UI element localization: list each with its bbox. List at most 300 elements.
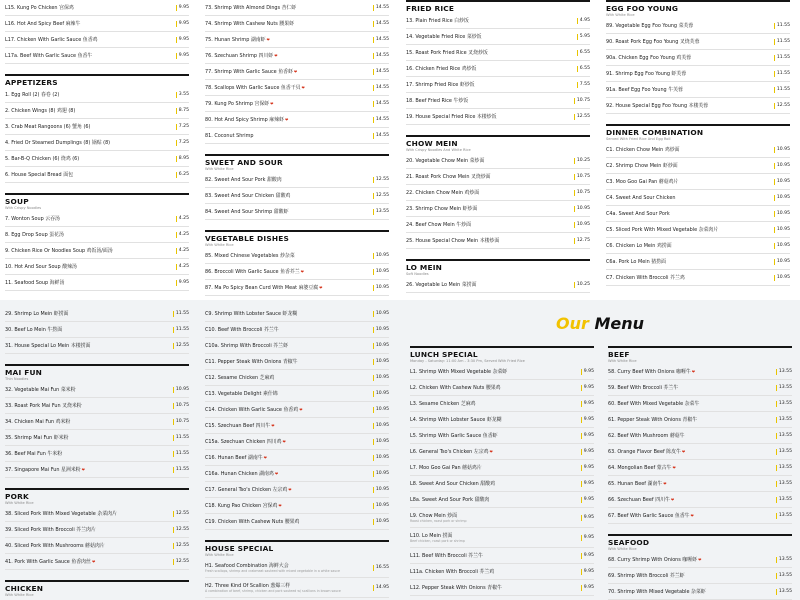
- menu-item-main: [410, 513, 467, 523]
- menu-item[interactable]: [410, 380, 594, 396]
- menu-item-main: [205, 285, 323, 291]
- section-header: [606, 124, 790, 142]
- menu-item-main: [5, 327, 62, 333]
- menu-item-name: 85. Mixed Chinese Vegetables 炒杂菜: [205, 253, 295, 259]
- menu-item[interactable]: [608, 444, 792, 460]
- menu-item[interactable]: [608, 476, 792, 492]
- menu-item[interactable]: [205, 434, 389, 450]
- menu-item[interactable]: [410, 412, 594, 428]
- menu-item[interactable]: [406, 77, 590, 93]
- menu-section: [608, 346, 792, 524]
- menu-item-name: 89. Vegetable Egg Foo Young 菜芙蓉: [606, 23, 694, 29]
- menu-item-main: [205, 69, 297, 75]
- menu-item[interactable]: [205, 450, 389, 466]
- menu-item[interactable]: [205, 172, 389, 188]
- menu-item-name: C6. Chicken Lo Mein 鸡捞面: [606, 243, 672, 249]
- menu-item[interactable]: [608, 364, 792, 380]
- menu-item[interactable]: [5, 554, 189, 570]
- menu-item-main: [5, 124, 90, 130]
- menu-item-price: 4.95: [577, 18, 590, 24]
- menu-item-name: 15. Roast Pork Fried Rice 叉烧炒饭: [406, 50, 488, 56]
- menu-item-main: [406, 222, 471, 228]
- menu-item-main: [205, 583, 341, 593]
- title-menu: Menu: [594, 314, 645, 333]
- menu-item-name: 30. Beef Lo Mein 牛捞面: [5, 327, 63, 333]
- menu-item-main: [5, 53, 92, 59]
- menu-item[interactable]: [205, 48, 389, 64]
- menu-item[interactable]: [608, 412, 792, 428]
- menu-item[interactable]: [205, 322, 389, 338]
- menu-item-price: 9.95: [581, 569, 594, 575]
- menu-item-price: 13.55: [776, 401, 792, 407]
- section-header: [606, 0, 790, 18]
- menu-section: [205, 0, 389, 144]
- menu-item-name: 36. Beef Mai Fun 牛米粉: [5, 451, 63, 457]
- section-title: DINNER COMBINATION: [606, 128, 704, 137]
- menu-item-price: 10.95: [774, 195, 790, 201]
- menu-item[interactable]: [205, 188, 389, 204]
- menu-item-main: [410, 449, 493, 455]
- menu-item-name: 14. Vegetable Fried Rice 菜炒饭: [406, 34, 482, 40]
- menu-item[interactable]: [205, 32, 389, 48]
- menu-item[interactable]: [608, 552, 792, 568]
- menu-item-name: C6a. Pork Lo Mein 猪捞面: [606, 259, 666, 265]
- menu-item[interactable]: [205, 96, 389, 112]
- menu-item-name: C11. Pepper Steak With Onions 青椒牛: [205, 359, 298, 365]
- menu-item-main: [5, 280, 64, 286]
- menu-item-price: 9.95: [176, 21, 189, 27]
- menu-item-main: [608, 465, 676, 471]
- menu-section: [606, 0, 790, 114]
- menu-item-price: 10.95: [774, 227, 790, 233]
- menu-item-main: [406, 238, 499, 244]
- menu-item[interactable]: [608, 396, 792, 412]
- menu-item[interactable]: [5, 306, 189, 322]
- menu-item[interactable]: [406, 93, 590, 109]
- menu-item-main: [608, 369, 695, 375]
- menu-item-name: L17a. Beef With Garlic Sauce 鱼香牛: [5, 53, 93, 59]
- column: [5, 0, 189, 291]
- chili-icon: ❤: [698, 557, 702, 562]
- menu-item[interactable]: [5, 338, 189, 354]
- menu-item-name: L3. Sesame Chicken 芝麻鸡: [410, 401, 476, 407]
- menu-item[interactable]: [606, 238, 790, 254]
- menu-item-price: 12.75: [574, 238, 590, 244]
- menu-item-main: [5, 5, 74, 11]
- chili-icon: ❤: [81, 467, 85, 472]
- section-subtitle: With White Rice: [608, 547, 637, 551]
- menu-item-name: 40. Sliced Pork With Mushrooms 蘑菇肉片: [5, 543, 105, 549]
- section-title: EGG FOO YOUNG: [606, 4, 679, 13]
- menu-item[interactable]: [5, 538, 189, 554]
- menu-item-name: 91. Shrimp Egg Foo Young 虾芙蓉: [606, 71, 687, 77]
- menu-item[interactable]: [205, 578, 389, 598]
- menu-item-main: [410, 465, 482, 471]
- menu-item[interactable]: [606, 18, 790, 34]
- menu-item[interactable]: [205, 280, 389, 296]
- chili-icon: ❤: [300, 269, 305, 274]
- menu-item-name: C13. Vegetable Delight 素什锦: [205, 391, 278, 397]
- menu-item-main: [608, 497, 674, 503]
- menu-item-price: 14.55: [373, 133, 389, 139]
- menu-item[interactable]: [205, 418, 389, 434]
- section-title: APPETIZERS: [5, 78, 58, 87]
- menu-item-name: L10. Lo Mein 捞面: [410, 533, 453, 539]
- menu-item-price: 4.25: [176, 264, 189, 270]
- menu-section: [406, 125, 590, 249]
- menu-item[interactable]: [406, 217, 590, 233]
- menu-item-main: [205, 327, 279, 333]
- menu-item-price: 13.55: [776, 481, 792, 487]
- menu-item-price: 10.95: [373, 423, 389, 429]
- menu-item-main: [608, 433, 685, 439]
- menu-item-main: [410, 369, 507, 375]
- menu-item-name: C14. Chicken With Garlic Sauce 鱼香鸡: [205, 407, 299, 413]
- menu-item-price: 13.55: [776, 369, 792, 375]
- menu-item-price: 7.55: [577, 82, 590, 88]
- menu-item[interactable]: [205, 264, 389, 280]
- menu-item[interactable]: [5, 227, 189, 243]
- menu-item-price: 12.55: [173, 511, 189, 517]
- menu-item[interactable]: [606, 206, 790, 222]
- section-header: [406, 0, 590, 13]
- menu-item-main: [5, 435, 68, 441]
- menu-item-price: 6.55: [577, 50, 590, 56]
- menu-item-name: C4a. Sweet And Sour Pork: [606, 211, 670, 217]
- menu-item-name: C1. Chicken Chow Mein 鸡炒面: [606, 147, 680, 153]
- menu-item[interactable]: [606, 50, 790, 66]
- menu-item[interactable]: [5, 87, 189, 103]
- menu-item-price: 10.25: [574, 282, 590, 288]
- menu-item[interactable]: [406, 233, 590, 249]
- menu-item[interactable]: [5, 430, 189, 446]
- menu-item[interactable]: [5, 322, 189, 338]
- menu-item-main: [406, 66, 476, 72]
- section-header: [406, 135, 590, 153]
- section-subtitle: Thin Noodles: [5, 377, 29, 381]
- menu-item-name: 90. Roast Pork Egg Foo Young 叉烧芙蓉: [606, 39, 700, 45]
- menu-item-name: 22. Chicken Chow Mein 鸡炒面: [406, 190, 480, 196]
- menu-item[interactable]: [406, 201, 590, 217]
- menu-item[interactable]: [5, 506, 189, 522]
- section-header: [5, 74, 189, 87]
- menu-item-price: 10.95: [774, 147, 790, 153]
- menu-item-price: 11.55: [774, 71, 790, 77]
- section-title: HOUSE SPECIAL: [205, 544, 274, 553]
- menu-item-price: 9.95: [176, 280, 189, 286]
- menu-item[interactable]: [410, 428, 594, 444]
- menu-item-price: 13.55: [776, 465, 792, 471]
- menu-item[interactable]: [406, 277, 590, 293]
- menu-title: [400, 314, 800, 333]
- menu-item[interactable]: [5, 446, 189, 462]
- menu-item[interactable]: [5, 211, 189, 227]
- menu-item-name: L15. Kung Po Chicken 宫保鸡: [5, 5, 74, 11]
- section-gap: [5, 183, 189, 193]
- menu-item[interactable]: [608, 584, 792, 600]
- menu-item[interactable]: [5, 259, 189, 275]
- menu-item-price: 13.55: [373, 209, 389, 215]
- menu-item-price: 9.95: [581, 515, 594, 521]
- menu-item-main: [406, 82, 475, 88]
- menu-item-name: 82. Sweet And Sour Pork 甜酸肉: [205, 177, 282, 183]
- menu-section: [5, 183, 189, 291]
- menu-item[interactable]: [606, 254, 790, 270]
- column: [608, 346, 792, 600]
- menu-item[interactable]: [205, 514, 389, 530]
- menu-item[interactable]: [406, 29, 590, 45]
- menu-item-main: [205, 503, 282, 509]
- section-title: FRIED RICE: [406, 4, 455, 13]
- menu-item-name: 81. Coconut Shrimp: [205, 133, 254, 139]
- menu-item-name: 75. Hunan Shrimp 湖南虾: [205, 37, 266, 43]
- menu-item-main: [410, 433, 498, 439]
- column: [606, 0, 790, 286]
- menu-item[interactable]: [606, 158, 790, 174]
- menu-item[interactable]: [410, 528, 594, 548]
- menu-item-name: L4. Shrimp With Lobster Sauce 虾龙糊: [410, 417, 502, 423]
- menu-item-main: [205, 253, 295, 259]
- menu-item[interactable]: [5, 151, 189, 167]
- menu-item-price: 9.95: [581, 417, 594, 423]
- menu-item-main: [5, 311, 68, 317]
- menu-item-price: 8.95: [176, 156, 189, 162]
- menu-item[interactable]: [406, 169, 590, 185]
- menu-item[interactable]: [205, 80, 389, 96]
- menu-section: [205, 220, 389, 296]
- menu-item-name: L17. Chicken With Garlic Sauce 鱼香鸡: [5, 37, 98, 43]
- menu-item-price: 9.95: [176, 37, 189, 43]
- menu-item-name: 78. Scallops With Garlic Sauce 鱼香干贝: [205, 85, 301, 91]
- menu-item-main: [205, 407, 303, 413]
- menu-item[interactable]: [205, 498, 389, 514]
- menu-section: [406, 0, 590, 125]
- menu-item[interactable]: [606, 190, 790, 206]
- section-gap: [5, 64, 189, 74]
- menu-item[interactable]: [606, 82, 790, 98]
- menu-item-price: 13.55: [776, 557, 792, 563]
- menu-item-name: H1. Seafood Combination 海鲜大会: [205, 563, 289, 569]
- menu-item-main: [205, 439, 286, 445]
- menu-item[interactable]: [406, 109, 590, 125]
- menu-item[interactable]: [410, 564, 594, 580]
- menu-item-main: [5, 37, 97, 43]
- menu-item-main: [608, 401, 699, 407]
- menu-item-price: 10.95: [373, 253, 389, 259]
- chili-icon: ❤: [282, 439, 286, 444]
- menu-item[interactable]: [406, 13, 590, 29]
- menu-item[interactable]: [606, 174, 790, 190]
- menu-section: [5, 0, 189, 64]
- menu-item[interactable]: [205, 338, 389, 354]
- menu-item-name: C3. Moo Goo Gai Pan 蘑菇鸡片: [606, 179, 679, 185]
- menu-item-name: 60. Beef With Mixed Vegetable 杂菜牛: [608, 401, 700, 407]
- menu-item-main: [5, 140, 110, 146]
- menu-item[interactable]: [205, 64, 389, 80]
- menu-item-main: [406, 50, 488, 56]
- menu-item-main: [406, 174, 491, 180]
- menu-item[interactable]: [205, 112, 389, 128]
- menu-item-price: 9.95: [581, 401, 594, 407]
- menu-item-main: [5, 451, 62, 457]
- menu-item-price: 10.95: [373, 391, 389, 397]
- chili-icon: ❤: [288, 487, 292, 492]
- menu-item-price: 10.95: [373, 311, 389, 317]
- menu-item[interactable]: [5, 462, 189, 478]
- menu-item-main: [205, 359, 298, 365]
- menu-item-name: 1. Egg Roll (2) 春卷 (2): [5, 92, 60, 98]
- menu-item[interactable]: [5, 382, 189, 398]
- chili-icon: ❤: [284, 117, 289, 122]
- menu-item-name: L11. Beef With Broccoli 芥兰牛: [410, 553, 483, 559]
- menu-item[interactable]: [205, 354, 389, 370]
- menu-item[interactable]: [410, 364, 594, 380]
- menu-item[interactable]: [5, 414, 189, 430]
- menu-item-price: 11.55: [173, 327, 189, 333]
- menu-item[interactable]: [5, 0, 189, 16]
- menu-item[interactable]: [205, 386, 389, 402]
- menu-item[interactable]: [608, 460, 792, 476]
- menu-item[interactable]: [205, 370, 389, 386]
- menu-item[interactable]: [410, 492, 594, 508]
- section-header: [205, 230, 389, 248]
- menu-item[interactable]: [5, 119, 189, 135]
- menu-item[interactable]: [606, 34, 790, 50]
- menu-item[interactable]: [410, 396, 594, 412]
- menu-item[interactable]: [606, 66, 790, 82]
- section-header: [5, 488, 189, 506]
- menu-item-main: [410, 481, 495, 487]
- menu-item[interactable]: [410, 444, 594, 460]
- menu-item[interactable]: [5, 522, 189, 538]
- menu-item[interactable]: [205, 204, 389, 220]
- menu-item[interactable]: [406, 45, 590, 61]
- menu-section: [606, 114, 790, 286]
- menu-item-price: 11.55: [774, 39, 790, 45]
- menu-item-main: [406, 206, 477, 212]
- menu-item-main: [608, 513, 694, 519]
- menu-item[interactable]: [608, 568, 792, 584]
- menu-item-main: [606, 55, 691, 61]
- menu-item[interactable]: [608, 380, 792, 396]
- menu-item-price: 9.95: [581, 465, 594, 471]
- chili-icon: ❤: [672, 465, 676, 470]
- menu-item-price: 14.55: [373, 21, 389, 27]
- menu-item-main: [606, 103, 708, 109]
- menu-item-price: 10.95: [373, 285, 389, 291]
- chili-icon: ❤: [670, 497, 675, 502]
- menu-item-main: [205, 117, 288, 123]
- menu-item-price: 12.55: [574, 114, 590, 120]
- menu-item[interactable]: [5, 32, 189, 48]
- menu-item[interactable]: [5, 167, 189, 183]
- menu-item[interactable]: [5, 16, 189, 32]
- menu-item[interactable]: [406, 61, 590, 77]
- menu-item[interactable]: [606, 222, 790, 238]
- menu-item[interactable]: [5, 398, 189, 414]
- menu-item-main: [205, 375, 274, 381]
- menu-item[interactable]: [410, 460, 594, 476]
- section-header: [608, 346, 792, 364]
- menu-item[interactable]: [608, 492, 792, 508]
- menu-item[interactable]: [410, 508, 594, 528]
- menu-item-main: [205, 193, 290, 199]
- menu-item-price: 10.75: [574, 174, 590, 180]
- menu-item-name: L5. Shrimp With Garlic Sauce 鱼香虾: [410, 433, 498, 439]
- menu-item[interactable]: [406, 153, 590, 169]
- section-subtitle: With White Rice: [606, 13, 635, 17]
- menu-item-price: 5.95: [577, 34, 590, 40]
- menu-item-price: 14.55: [373, 53, 389, 59]
- menu-item[interactable]: [205, 128, 389, 144]
- menu-item-note: Fresh scallops, shrimp and crabmeat sauteed with mixed vegetable in a white sauce: [205, 569, 340, 573]
- menu-item-price: 13.55: [776, 513, 792, 519]
- menu-item-main: [608, 385, 678, 391]
- menu-item[interactable]: [410, 548, 594, 564]
- menu-item-name: 41. Pork With Garlic Sauce 鱼香肉丝: [5, 559, 91, 565]
- menu-item-price: 12.55: [774, 103, 790, 109]
- column: [410, 346, 594, 596]
- menu-item[interactable]: [410, 580, 594, 596]
- menu-item[interactable]: [5, 103, 189, 119]
- section-gap: [606, 114, 790, 124]
- menu-item[interactable]: [205, 466, 389, 482]
- menu-item[interactable]: [606, 98, 790, 114]
- menu-item-price: 4.25: [176, 216, 189, 222]
- menu-item[interactable]: [205, 402, 389, 418]
- menu-item[interactable]: [5, 275, 189, 291]
- menu-item-main: [406, 282, 476, 288]
- menu-item[interactable]: [205, 482, 389, 498]
- menu-item[interactable]: [608, 428, 792, 444]
- chili-icon: ❤: [270, 101, 274, 106]
- chili-icon: ❤: [299, 407, 303, 412]
- menu-section: [5, 64, 189, 183]
- menu-item[interactable]: [410, 476, 594, 492]
- menu-item-main: [205, 391, 278, 397]
- menu-item-price: 10.75: [173, 419, 189, 425]
- menu-item[interactable]: [606, 142, 790, 158]
- section-gap: [205, 144, 389, 154]
- menu-item-name: 20. Vegetable Chow Mein 菜炒面: [406, 158, 485, 164]
- menu-item-name: 2. Chicken Wings (8) 鸡翅 (8): [5, 108, 76, 114]
- menu-item[interactable]: [205, 306, 389, 322]
- menu-item[interactable]: [5, 243, 189, 259]
- section-gap: [5, 570, 189, 580]
- section-header: [406, 259, 590, 277]
- menu-item-main: [205, 53, 278, 59]
- menu-item-price: 10.95: [373, 519, 389, 525]
- menu-item-main: [606, 23, 693, 29]
- menu-item-main: [606, 163, 678, 169]
- menu-item-name: L16. Hot And Spicy Beef 麻辣牛: [5, 21, 81, 27]
- menu-item-name: 70. Shrimp With Mixed Vegetable 杂菜虾: [608, 589, 706, 595]
- menu-item-price: 10.95: [373, 359, 389, 365]
- menu-item-name: C4. Sweet And Sour Chicken: [606, 195, 676, 201]
- chili-icon: ❤: [274, 53, 278, 58]
- menu-item[interactable]: [608, 508, 792, 524]
- menu-item-name: L9. Chow Mein 炒面: [410, 513, 458, 519]
- menu-item[interactable]: [5, 48, 189, 64]
- menu-item[interactable]: [205, 16, 389, 32]
- menu-item[interactable]: [406, 185, 590, 201]
- section-title: BEEF: [608, 350, 630, 359]
- menu-item[interactable]: [606, 270, 790, 286]
- menu-item[interactable]: [5, 135, 189, 151]
- menu-item[interactable]: [205, 248, 389, 264]
- menu-item[interactable]: [205, 558, 389, 578]
- menu-item[interactable]: [205, 0, 389, 16]
